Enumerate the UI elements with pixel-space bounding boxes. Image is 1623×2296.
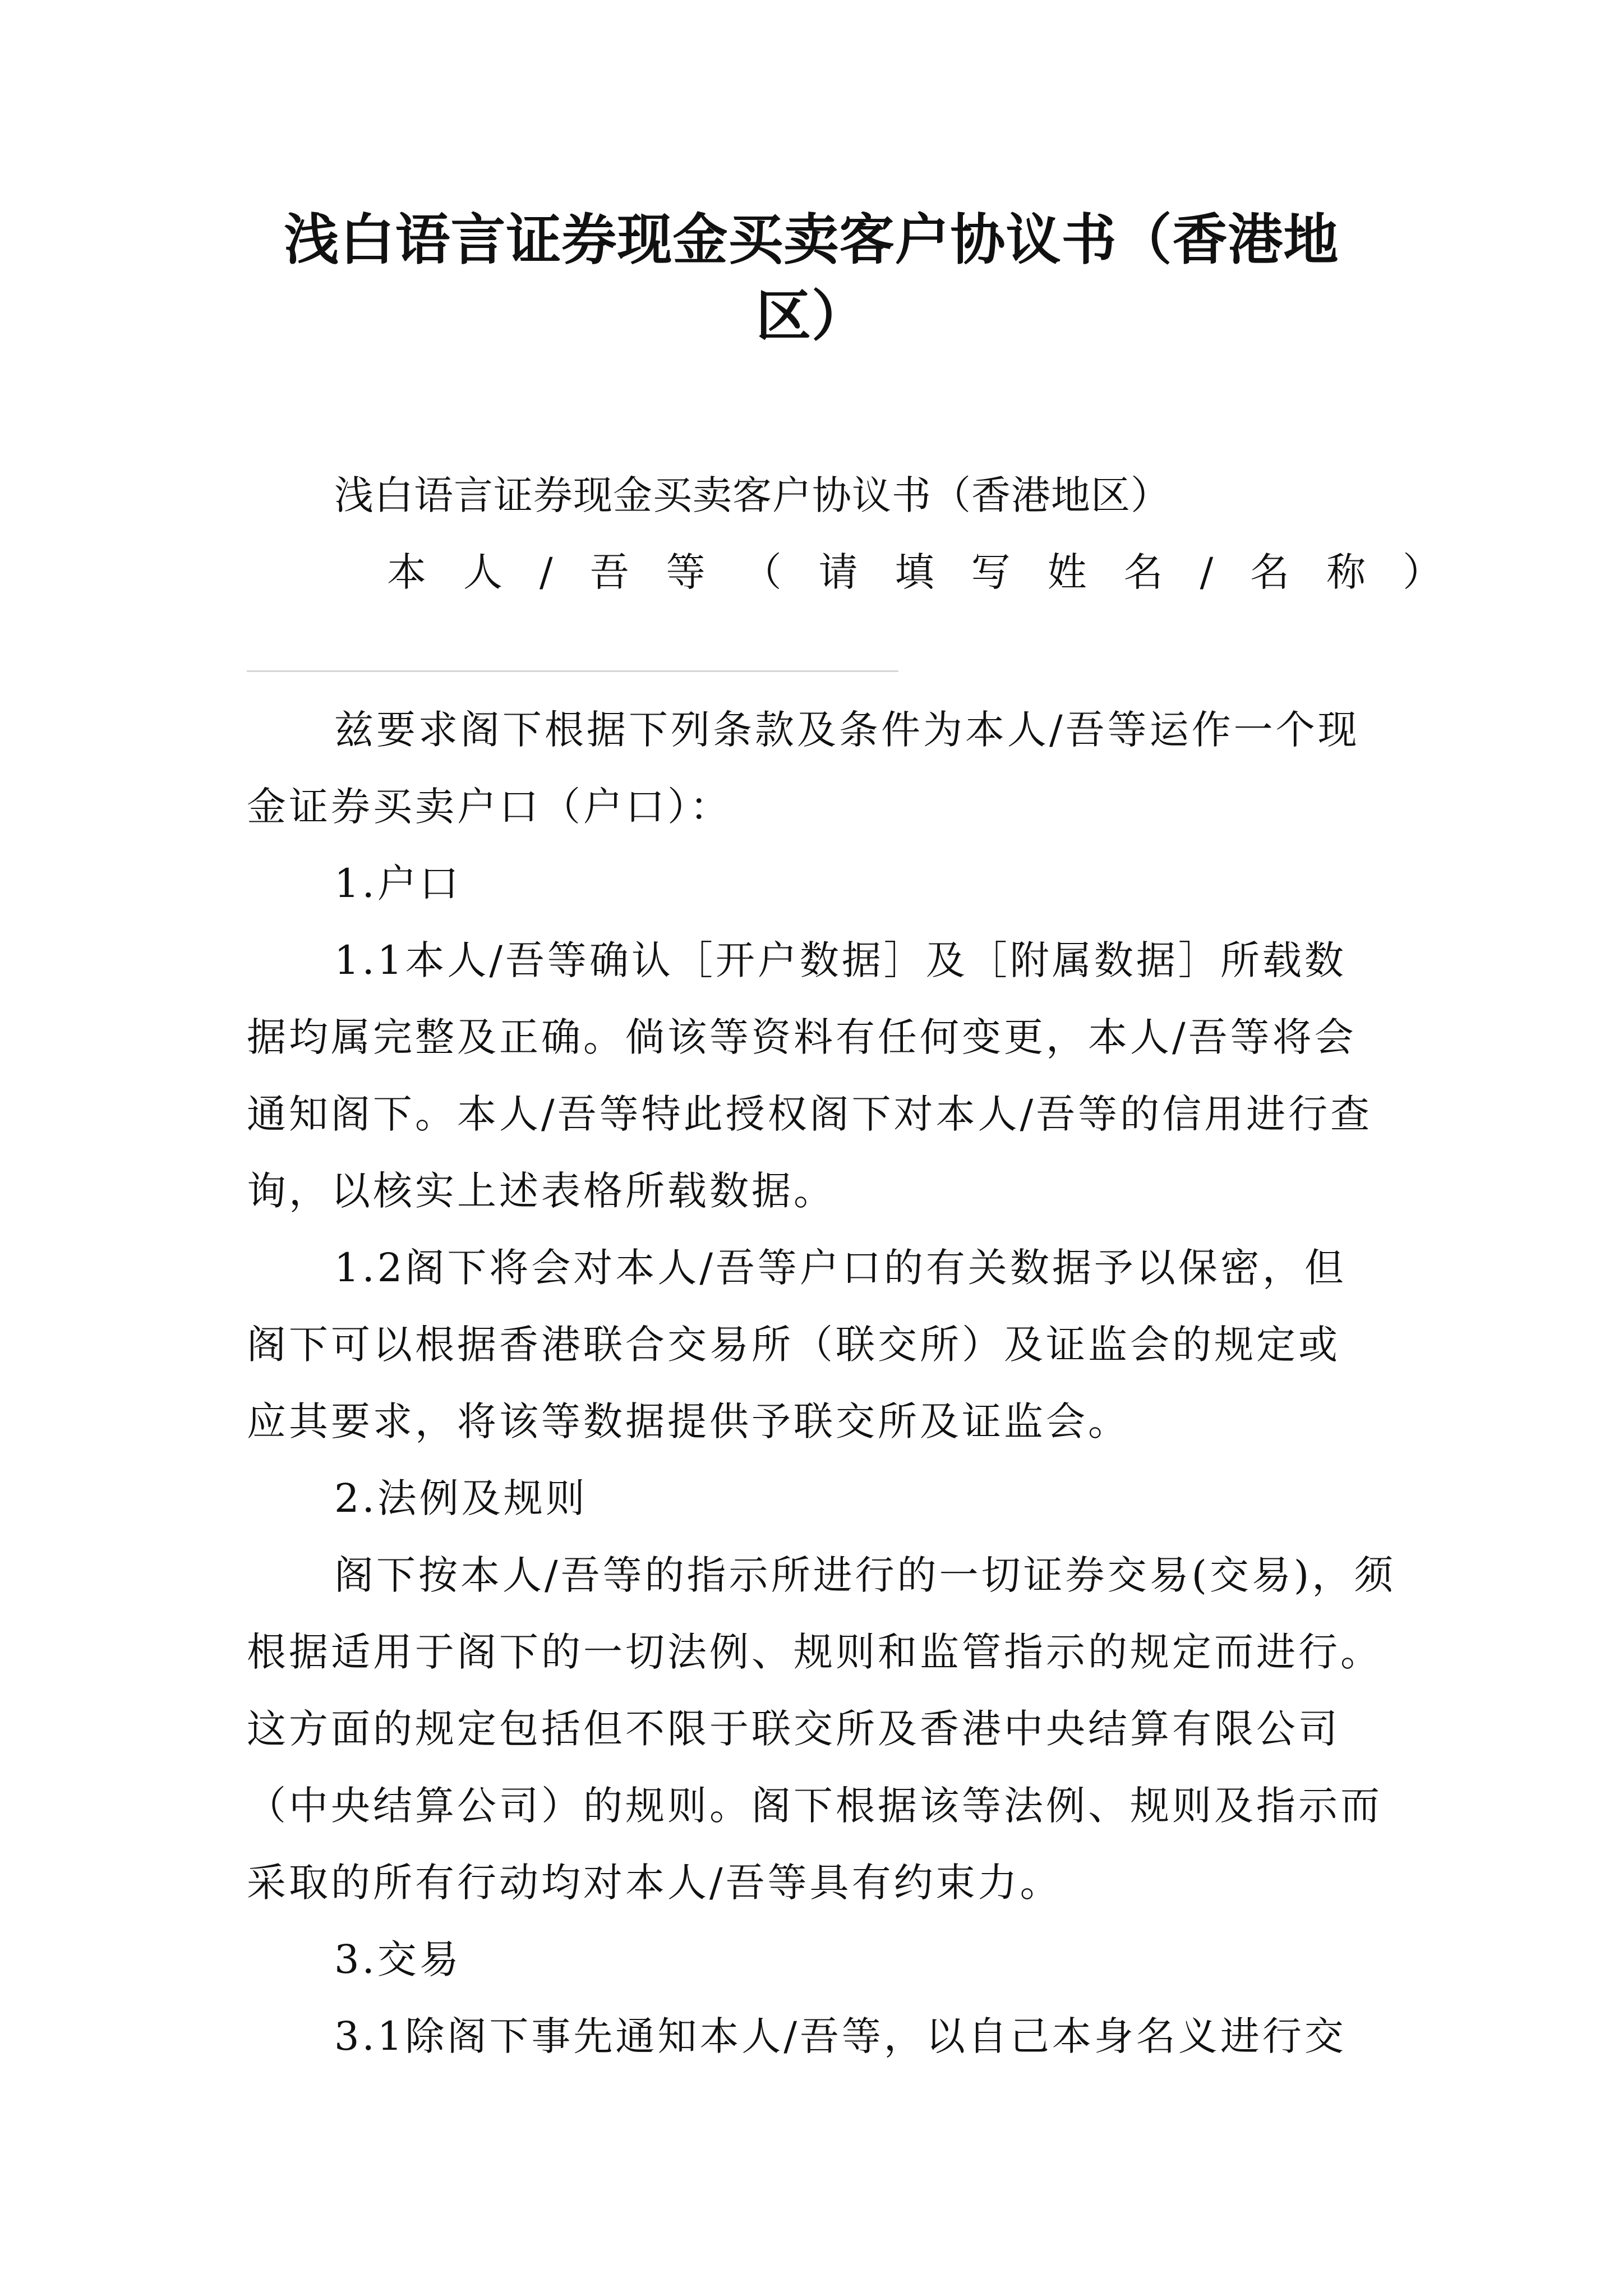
intro-paragraph: 兹要求阁下根据下列条款及条件为本人/吾等运作一个现金证券买卖户口（户口）： [247,707,1360,830]
name-underline-divider [247,670,898,672]
section-2-paragraph: 阁下按本人/吾等的指示所进行的一切证券交易(交易)，须根据适用于阁下的一切法例、规则和监管指示的规定而进行。这方面的规定包括但不限于联交所及香港中央结算有限公司（中央结算公司）的规则。阁下根据该等法例、规则及指示而采取的所有行动均对本人/吾等具有约束力。 [247,1552,1396,1906]
section-1-heading: 1.户口 [334,861,462,907]
section-3-1-paragraph: 3.1除阁下事先通知本人/吾等，以自己本身名义进行交 [334,2013,1347,2059]
section-3-heading: 3.交易 [334,1936,462,1982]
name-fill-line: 本人/吾等（请填写姓名/名称） [387,549,1479,595]
section-1-1-paragraph: 1.1本人/吾等确认［开户数据］及［附属数据］所载数据均属完整及正确。倘该等资料有任何变更，本人/吾等将会通知阁下。本人/吾等特此授权阁下对本人/吾等的信用进行查询，以核实上述表格所载数据。 [247,937,1373,1214]
document-subtitle: 浅白语言证券现金买卖客户协议书（香港地区） [334,472,1170,518]
document-title: 浅白语言证券现金买卖客户协议书（香港地区） [284,208,1339,348]
section-2-heading: 2.法例及规则 [334,1475,588,1521]
section-1-2-paragraph: 1.2阁下将会对本人/吾等户口的有关数据予以保密，但阁下可以根据香港联合交易所（联交所）及证监会的规定或应其要求，将该等数据提供予联交所及证监会。 [247,1245,1347,1444]
